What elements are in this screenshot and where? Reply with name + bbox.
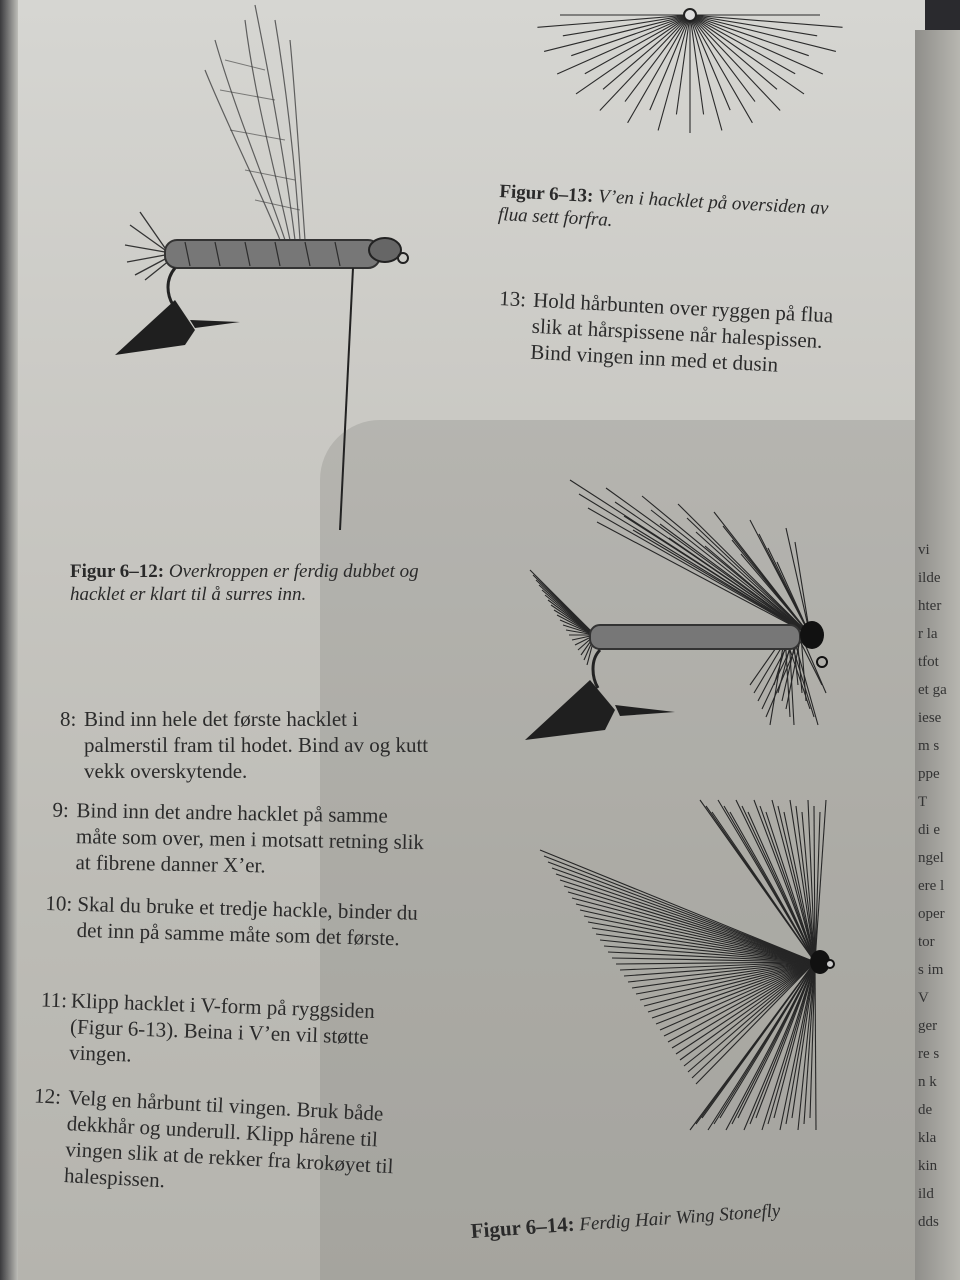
adjacent-page-fragment: tfot [918,654,939,670]
step-8 [60,706,440,784]
adjacent-page-fragment: ilde [918,570,941,586]
caption-6-14-label: Figur 6–14: [469,1211,576,1243]
caption-6-12 [70,560,470,606]
adjacent-page-fragment: dds [918,1214,939,1230]
step-10-number: 10: [45,891,73,916]
adjacent-page-fragment: et ga [918,682,947,698]
step-13 [496,285,860,382]
step-13-text: Hold hårbunten over ryggen på flua slik at hårspissene når halespissen. Bind vingen inn med et dusin [529,287,834,377]
step-10 [44,890,425,952]
spine-shadow [0,0,18,1280]
step-11 [39,986,421,1077]
step-8-text: Bind inn hele det første hacklet i palmerstil fram til hodet. Bind av og kutt vekk overskytende. [84,707,429,783]
adjacent-page-fragment: r la [918,626,938,642]
adjacent-page-fragment: s im [918,962,944,978]
step-12 [30,1082,405,1205]
adjacent-page-fragment: ger [918,1018,938,1034]
step-11-text: Klipp hacklet i V-form på ryggsiden (Figur 6-13). Beina i V’en vil støtte vingen. [68,988,376,1067]
step-12-number: 12: [33,1083,62,1109]
step-12-text: Velg en hårbunt til vingen. Bruk både dekkhår og underull. Klipp hårene til vingen slik at de rekker fra krokøyet til halespissen. [63,1085,395,1193]
adjacent-page-fragment: tor [918,934,935,950]
caption-6-13-text: V’en i hacklet på oversiden av flua sett forfra. [497,186,829,231]
step-10-text: Skal du bruke et tredje hackle, binder du det inn på samme måte som det første. [76,891,419,951]
adjacent-page-fragment: n k [918,1074,937,1090]
adjacent-page-fragment: di e [918,822,941,838]
step-9-text: Bind inn det andre hacklet på samme måte som over, men i motsatt retning slik at fibrene danner X’er. [75,798,425,878]
adjacent-page-fragment: vi [918,542,930,558]
step-11-number: 11: [40,987,68,1013]
fly-illustration-6-12 [105,0,425,540]
adjacent-page-fragment: ere l [918,878,945,894]
step-9 [51,797,432,882]
caption-6-14-text: Ferdig Hair Wing Stonefly [578,1200,782,1236]
adjacent-page-fragment: ppe [918,766,940,782]
caption-6-12-label: Figur 6–12: [70,561,165,582]
adjacent-page-fragment: V [918,990,929,1006]
caption-6-12-text: Overkroppen er ferdig dubbet og hacklet er klart til å surres inn. [70,561,419,605]
fly-front-view-6-13 [535,0,845,165]
step-8-number: 8: [60,707,77,731]
adjacent-page-fragment: T [918,794,928,810]
caption-6-13-label: Figur 6–13: [498,180,594,207]
adjacent-page-fragment: kla [918,1130,937,1146]
finished-fly-side-view [520,440,840,750]
step-9-number: 9: [52,797,70,822]
adjacent-page-fragment: de [918,1102,933,1118]
step-13-number: 13: [498,285,527,312]
adjacent-page-fragment: hter [918,598,942,614]
adjacent-page-fragment: kin [918,1158,938,1174]
adjacent-page-fragment: oper [918,906,945,922]
caption-6-13 [498,180,860,245]
finished-fly-top-view [530,790,850,1140]
adjacent-page-fragment: m s [918,738,940,754]
adjacent-page-fragment: ngel [918,850,944,866]
adjacent-page-fragment: ild [918,1186,934,1202]
adjacent-page-fragment: iese [918,710,942,726]
adjacent-page-fragment: re s [918,1046,940,1062]
